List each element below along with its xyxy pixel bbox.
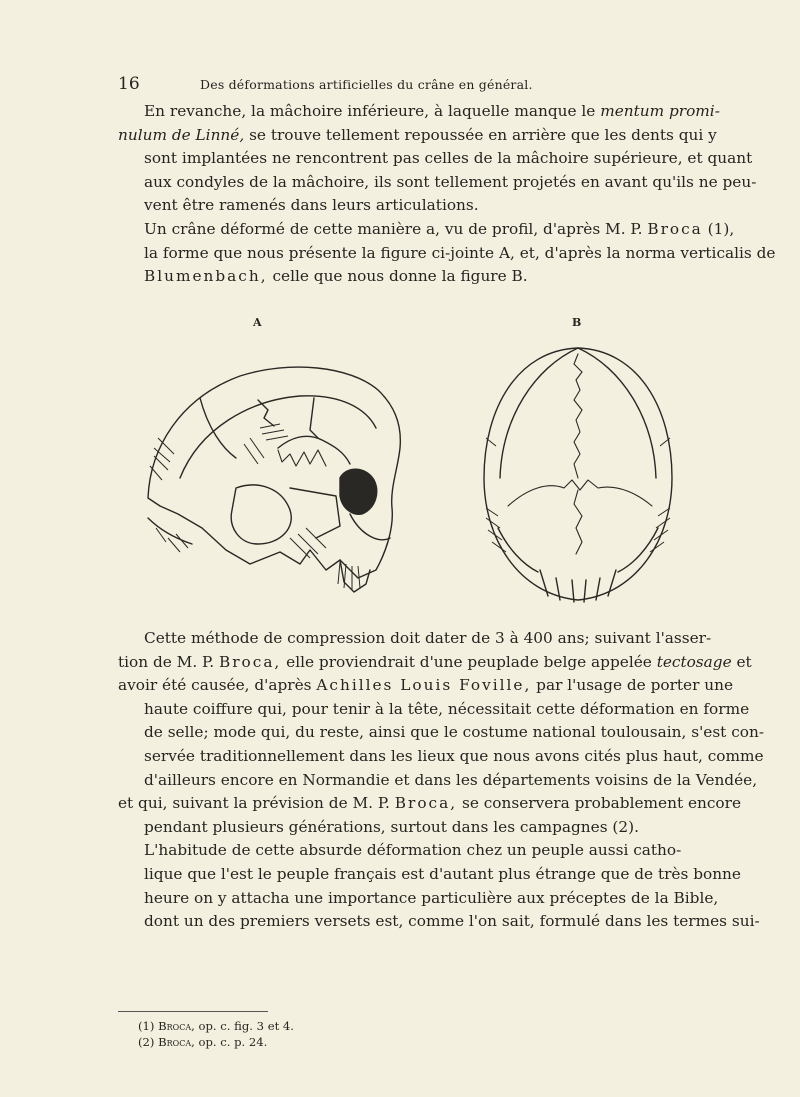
author-name: Broca, (394, 794, 458, 813)
temporal-ridge (278, 436, 350, 464)
temporal-fossa (231, 485, 291, 544)
left-lateral-line (500, 348, 578, 478)
author-name: Broca (647, 219, 703, 238)
hatching (150, 424, 360, 590)
paragraph-mandible (118, 100, 757, 218)
text-line: L'habitude de cette absurde déformation chez un peuple aussi catho- (144, 841, 682, 860)
footnote-author: Broca, (158, 1019, 195, 1033)
text-line: servée traditionnellement dans les lieux que nous avons cités plus haut, comme (144, 746, 764, 765)
text-line: de selle; mode qui, du reste, ainsi que le costume national toulousain, s'est con- (144, 723, 764, 742)
figure-label-b: B (572, 316, 582, 329)
footnote-2: (2) Broca, op. c. p. 24. (138, 1035, 268, 1049)
zygomatic-arch (290, 488, 340, 538)
text-line: et qui, suivant la prévision de M. P. Broca, se conservera probablement encore (118, 794, 741, 813)
text-line: la forme que nous présente la figure ci-jointe A, et, d'après la norma verticalis de (144, 243, 776, 262)
inner-vault (180, 396, 376, 478)
text-line: nulum de Linné, se trouve tellement repoussée en arrière que les dents qui y (118, 125, 717, 144)
body-text-top (118, 100, 776, 289)
text-line: sont implantées ne rencontrent pas celles de la mâchoire supérieure, et quant (144, 149, 753, 168)
coronal-suture (508, 480, 652, 506)
text-line: haute coiffure qui, pour tenir à la tête, nécessitait cette déformation en forme (144, 699, 750, 718)
text-line: Blumenbach, celle que nous donne la figure B. (144, 267, 528, 286)
latin-term: nulum de Linné, (118, 125, 245, 144)
running-title: Des déformations artificielles du crâne en général. (200, 77, 533, 92)
text-line: avoir été causée, d'après Achilles Louis Foville, par l'usage de porter une (118, 676, 734, 695)
teeth (540, 570, 616, 602)
author-name: Broca, (218, 652, 282, 671)
latin-term: mentum promi- (600, 102, 720, 120)
text-line: vent être ramenés dans leurs articulations. (144, 196, 479, 215)
text-line: lique que l'est le peuple français est d'autant plus étrange que de très bonne (144, 864, 741, 883)
suture-line (310, 398, 318, 438)
author-name: Achilles Louis Foville, (316, 676, 532, 695)
paragraph-skull-description (118, 218, 776, 289)
orbit-shade (340, 469, 377, 514)
paragraph-method (118, 627, 764, 839)
author-name: Blumenbach, (144, 267, 268, 286)
text-line: Cette méthode de compression doit dater de 3 à 400 ans; suivant l'asser- (144, 629, 712, 647)
text-line: pendant plusieurs générations, surtout dans les campagnes (2). (144, 817, 639, 836)
text-line: En revanche, la mâchoire inférieure, à laquelle manque le mentum promi- (144, 102, 720, 120)
footnote-divider (118, 1011, 268, 1012)
page-header (118, 74, 700, 96)
text-line: tion de M. P. Broca, elle proviendrait d'une peuplade belge appelée tectosage et (118, 652, 752, 671)
skull-profile-figure (140, 338, 420, 600)
page-number: 16 (118, 74, 140, 94)
tribe-name: tectosage (656, 652, 732, 671)
footnotes (138, 1018, 294, 1050)
text-line: d'ailleurs encore en Normandie et dans les départements voisins de la Vendée, (144, 770, 758, 789)
text-line: heure on y attacha une importance particulière aux préceptes de la Bible, (144, 888, 719, 907)
text-line: Un crâne déformé de cette manière a, vu de profil, d'après M. P. Broca (1), (144, 219, 735, 238)
right-lateral-line (578, 348, 656, 478)
nasal-line (350, 514, 390, 540)
figure-label-a: A (253, 316, 262, 329)
text-line: dont un des premiers versets est, comme l'on sait, formulé dans les termes sui- (144, 912, 760, 931)
paragraph-habit (118, 839, 760, 933)
sagittal-suture (574, 354, 582, 478)
text-line: aux condyles de la mâchoire, ils sont tellement projetés en avant qu'ils ne peu- (144, 172, 757, 191)
suture-zigzag (278, 450, 326, 466)
footnote-1: (1) Broca, op. c. fig. 3 et 4. (138, 1019, 294, 1033)
body-text-bottom (118, 627, 764, 934)
metopic-suture (574, 490, 582, 554)
footnote-author: Broca, (158, 1035, 195, 1049)
hatching (486, 438, 670, 552)
skull-vertical-figure (478, 338, 678, 618)
